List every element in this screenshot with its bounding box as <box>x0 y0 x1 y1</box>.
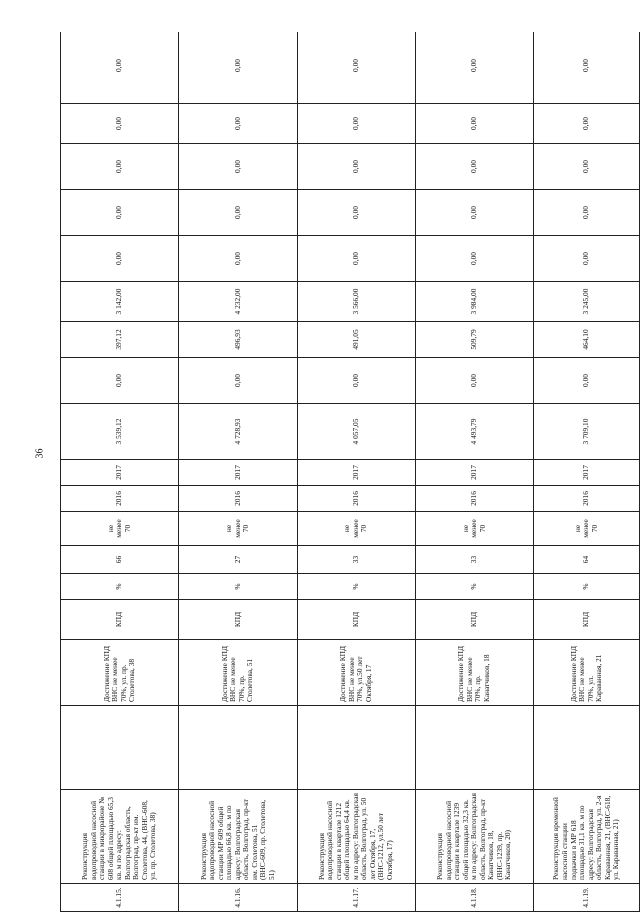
cost-cell: 0,00 <box>297 190 415 236</box>
cost-cell: 0,00 <box>61 358 179 404</box>
project-goal: Достижение КПД ВНС не менее 70%, ул. пр. Столетова, 38 <box>61 640 179 706</box>
year-end: 2017 <box>534 460 640 486</box>
cost-cell: 0,00 <box>179 32 297 104</box>
cost-cell: 0,00 <box>179 144 297 190</box>
unit: % <box>534 574 640 600</box>
row-id: 4.1.19. <box>534 884 640 912</box>
cost-cell: 0,00 <box>415 358 533 404</box>
row-id: 4.1.15. <box>61 884 179 912</box>
cost-cell: 0,00 <box>179 190 297 236</box>
unit: % <box>61 574 179 600</box>
unit: % <box>297 574 415 600</box>
cost-cell: 397,12 <box>61 322 179 358</box>
cost-cell: 4 232,00 <box>179 282 297 322</box>
total-cost: 3 539,12 <box>61 404 179 460</box>
cost-cell: 0,00 <box>534 144 640 190</box>
indicator: КПД <box>415 600 533 640</box>
year-start: 2016 <box>61 486 179 512</box>
value-after: не менее 70 <box>179 512 297 546</box>
year-end: 2017 <box>179 460 297 486</box>
investment-program-table <box>60 32 640 912</box>
cost-cell: 509,79 <box>415 322 533 358</box>
total-cost: 4 728,93 <box>179 404 297 460</box>
empty-cell <box>61 706 179 790</box>
cost-cell: 0,00 <box>179 104 297 144</box>
cost-cell: 464,10 <box>534 322 640 358</box>
project-goal: Достижение КПД ВНС не менее 70%, ул. Караванная, 21 <box>534 640 640 706</box>
empty-cell <box>297 706 415 790</box>
total-cost: 3 709,10 <box>534 404 640 460</box>
table-row <box>61 32 179 912</box>
year-start: 2016 <box>179 486 297 512</box>
year-start: 2016 <box>297 486 415 512</box>
year-end: 2017 <box>297 460 415 486</box>
row-id: 4.1.17. <box>297 884 415 912</box>
cost-cell: 0,00 <box>297 104 415 144</box>
cost-cell: 3 566,00 <box>297 282 415 322</box>
project-goal: Достижение КПД ВНС не менее 70%, ул.50 лет Октября, 17 <box>297 640 415 706</box>
cost-cell: 0,00 <box>179 358 297 404</box>
cost-cell: 3 245,00 <box>534 282 640 322</box>
cost-cell: 0,00 <box>415 144 533 190</box>
landscape-table-wrapper <box>60 32 640 912</box>
year-end: 2017 <box>61 460 179 486</box>
value-after: не менее 70 <box>297 512 415 546</box>
cost-cell: 0,00 <box>61 236 179 282</box>
total-cost: 4 493,79 <box>415 404 533 460</box>
cost-cell: 3 984,00 <box>415 282 533 322</box>
unit: % <box>415 574 533 600</box>
cost-cell: 0,00 <box>61 32 179 104</box>
empty-cell <box>179 706 297 790</box>
table-row <box>179 32 297 912</box>
project-name: Реконструкция водопроводной насосной станции в квартале 1212 общей площадью 64,4 кв. м по адресу: Волгоградская область, Волгоград, ул. 50 лет Октября, 17, (ВНС-1212, ул.50 лет Октября, 17) <box>297 790 415 884</box>
project-name: Реконструкция водопроводной насосной станции в микрорайоне № 608 общей площадью 65,3 кв. м по адресу: Волгоградская область, Волгоград, пр-кт им. Столетова, 44, (ВНС-608, ул. пр. Столетова, 38) <box>61 790 179 884</box>
project-goal: Достижение КПД ВНС не менее 70%, пр. Столетова, 51 <box>179 640 297 706</box>
cost-cell: 0,00 <box>61 190 179 236</box>
table-row <box>297 32 415 912</box>
cost-cell: 0,00 <box>297 32 415 104</box>
cost-cell: 3 142,00 <box>61 282 179 322</box>
table-row <box>415 32 533 912</box>
cost-cell: 496,93 <box>179 322 297 358</box>
value-before: 33 <box>415 546 533 574</box>
empty-cell <box>534 706 640 790</box>
cost-cell: 0,00 <box>534 32 640 104</box>
indicator: КПД <box>61 600 179 640</box>
cost-cell: 0,00 <box>297 236 415 282</box>
cost-cell: 0,00 <box>179 236 297 282</box>
cost-cell: 0,00 <box>297 144 415 190</box>
value-after: не менее 70 <box>61 512 179 546</box>
unit: % <box>179 574 297 600</box>
value-before: 64 <box>534 546 640 574</box>
cost-cell: 0,00 <box>415 190 533 236</box>
project-name: Реконструкция водопроводной насосной станции в квартале 1239 общей площадью 32,3 кв. м по адресу: Волгоградская область, Волгоград, пр-кт Канатчиков, 18, (ВНС-1239, пр. Канатчиков, 20) <box>415 790 533 884</box>
indicator: КПД <box>534 600 640 640</box>
rotated-page <box>60 32 640 912</box>
year-start: 2016 <box>534 486 640 512</box>
cost-cell: 0,00 <box>61 104 179 144</box>
cost-cell: 0,00 <box>534 190 640 236</box>
row-id: 4.1.16. <box>179 884 297 912</box>
cost-cell: 0,00 <box>61 144 179 190</box>
value-before: 27 <box>179 546 297 574</box>
cost-cell: 0,00 <box>415 104 533 144</box>
cost-cell: 0,00 <box>534 236 640 282</box>
project-name: Реконструкция временной насосной станции подкачки в МР 618 площадью 31,1 кв. м по адресу: Волгоградская область, Волгоград, ул. 2-я Караванная, 21, (ВНС-618, ул. Караванная, 21) <box>534 790 640 884</box>
cost-cell: 0,00 <box>534 358 640 404</box>
value-after: не менее 70 <box>534 512 640 546</box>
empty-cell <box>415 706 533 790</box>
year-end: 2017 <box>415 460 533 486</box>
cost-cell: 0,00 <box>415 236 533 282</box>
indicator: КПД <box>297 600 415 640</box>
cost-cell: 0,00 <box>297 358 415 404</box>
value-before: 33 <box>297 546 415 574</box>
total-cost: 4 057,05 <box>297 404 415 460</box>
row-id: 4.1.18. <box>415 884 533 912</box>
value-before: 66 <box>61 546 179 574</box>
indicator: КПД <box>179 600 297 640</box>
project-goal: Достижение КПД ВНС не менее 70%, пр. Канатчиков, 18 <box>415 640 533 706</box>
cost-cell: 0,00 <box>415 32 533 104</box>
value-after: не менее 70 <box>415 512 533 546</box>
page-number-text: 36 <box>34 448 46 459</box>
table-row <box>534 32 640 912</box>
project-name: Реконструкция водопроводной насосной станции МР 609 общей площадью 66,8 кв. м по адресу: Волгоградская область, Волгоград, пр-кт им. Столетова, 51 (ВНС-609, пр. Столетова, 51) <box>179 790 297 884</box>
cost-cell: 0,00 <box>534 104 640 144</box>
table-body <box>61 32 640 912</box>
year-start: 2016 <box>415 486 533 512</box>
cost-cell: 491,05 <box>297 322 415 358</box>
